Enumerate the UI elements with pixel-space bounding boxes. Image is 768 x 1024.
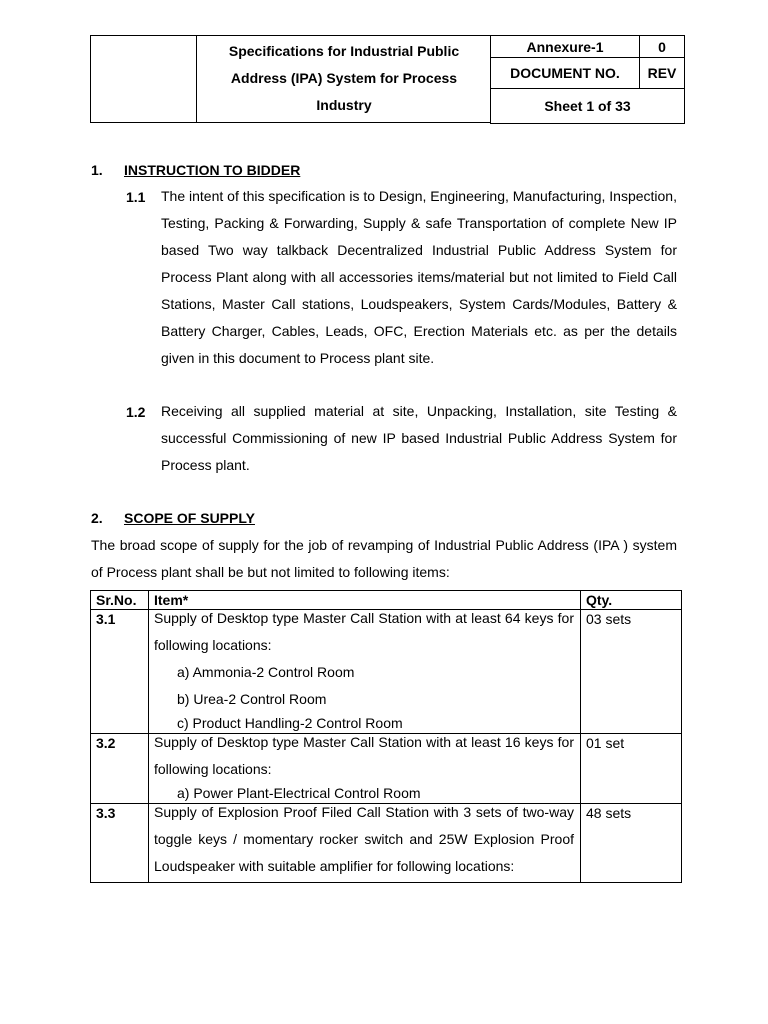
list-item: c) Product Handling-2 Control Room bbox=[177, 715, 403, 731]
annexure-value: 0 bbox=[640, 36, 685, 58]
row-item bbox=[149, 804, 581, 883]
row-srno: 3.2 bbox=[91, 734, 149, 804]
clause-text: The intent of this specification is to Design, Engineering, Manufacturing, Inspection, Testing, Packing & Forwarding, Supply & safe Transportation of complete New IP based Two way talkback Decentralized Industrial Public Address System for Process Plant along with all accessories items/material but not limited to Field Call Stations, Master Call stations, Loudspeakers, System Cards/Modules, Battery & Battery Charger, Cables, Leads, OFC, Erection Materials etc. as per the details given in this document to Process plant site. bbox=[161, 188, 677, 366]
section-title: SCOPE OF SUPPLY bbox=[124, 510, 255, 526]
list-item: a) Ammonia-2 Control Room bbox=[177, 664, 355, 680]
header-srno: Sr.No. bbox=[91, 591, 149, 610]
section-number: 2. bbox=[91, 510, 103, 526]
title-line: Address (IPA) System for Process bbox=[230, 70, 458, 86]
document-info-table bbox=[490, 35, 685, 124]
document-title bbox=[197, 35, 491, 123]
table-row bbox=[91, 804, 682, 883]
title-line: Specifications for Industrial Public bbox=[228, 43, 460, 59]
logo-box bbox=[90, 35, 197, 123]
title-line: Industry bbox=[316, 97, 372, 113]
item-text: Supply of Desktop type Master Call Station with at least 64 keys for following locations: bbox=[154, 610, 574, 653]
section-heading bbox=[91, 510, 255, 526]
header-item: Item* bbox=[149, 591, 581, 610]
list-item: b) Urea-2 Control Room bbox=[177, 691, 327, 707]
row-item bbox=[149, 610, 581, 734]
rev-label: REV bbox=[640, 58, 685, 89]
scope-intro: The broad scope of supply for the job of revamping of Industrial Public Address (IPA ) system of Process plant shall be but not limited to following items: bbox=[91, 537, 677, 580]
section-number: 1. bbox=[91, 162, 103, 178]
item-text: Supply of Explosion Proof Filed Call Station with 3 sets of two-way toggle keys / momentary rocker switch and 25W Explosion Proof Loudspeaker with suitable amplifier for following locations: bbox=[154, 804, 574, 874]
row-item bbox=[149, 734, 581, 804]
row-qty: 03 sets bbox=[581, 610, 682, 734]
row-qty: 01 set bbox=[581, 734, 682, 804]
table-row bbox=[91, 610, 682, 734]
annexure-label: Annexure-1 bbox=[491, 36, 640, 58]
item-text: Supply of Desktop type Master Call Station with at least 16 keys for following locations: bbox=[154, 734, 574, 777]
list-item: a) Power Plant-Electrical Control Room bbox=[177, 785, 421, 801]
row-srno: 3.3 bbox=[91, 804, 149, 883]
section-heading bbox=[91, 162, 300, 178]
clause-number: 1.2 bbox=[126, 404, 146, 420]
clause-number: 1.1 bbox=[126, 189, 146, 205]
clause-1-2 bbox=[126, 398, 677, 480]
clause-1-1 bbox=[126, 183, 677, 399]
section-title: INSTRUCTION TO BIDDER bbox=[124, 162, 301, 178]
doc-no-label: DOCUMENT NO. bbox=[491, 58, 640, 89]
clause-text: Receiving all supplied material at site, Unpacking, Installation, site Testing & successful Commissioning of new IP based Industrial Public Address System for Process plant. bbox=[161, 403, 677, 473]
sheet-number: Sheet 1 of 33 bbox=[491, 89, 685, 124]
table-row bbox=[91, 734, 682, 804]
row-srno: 3.1 bbox=[91, 610, 149, 734]
supply-table bbox=[90, 590, 682, 883]
row-qty: 48 sets bbox=[581, 804, 682, 883]
header-qty: Qty. bbox=[581, 591, 682, 610]
